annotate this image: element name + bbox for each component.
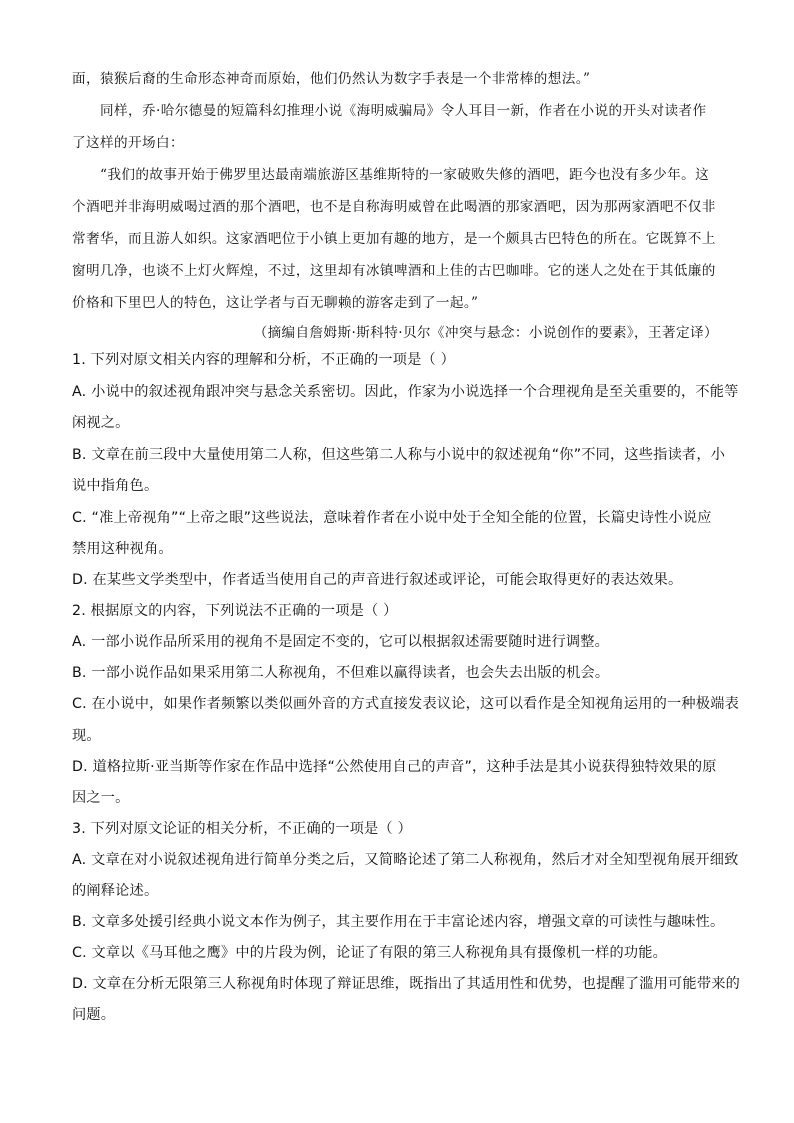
option-a-cont: 的阐释论述。 — [72, 883, 159, 899]
quote-line: “我们的故事开始于佛罗里达最南端旅游区基维斯特的一家破败失修的酒吧，距今也没有多少年。这 — [100, 167, 710, 183]
quote-line: 价格和下里巴人的特色，这让学者与百无聊赖的游客走到了一起。” — [72, 295, 479, 311]
quote-line: 常奢华，而且游人如织。这家酒吧位于小镇上更加有趣的地方，是一个颇具古巴特色的所在。它既算不上 — [72, 231, 716, 247]
option-d-cont: 问题。 — [72, 1007, 116, 1023]
passage-line: 同样，乔·哈尔德曼的短篇科幻推理小说《海明威骗局》令人耳目一新，作者在小说的开头对读者作 — [100, 103, 707, 119]
option-b: B. 文章在前三段中大量使用第二人称，但这些第二人称与小说中的叙述视角“你”不同，这些指读者，小 — [72, 447, 726, 463]
question-stem: 1. 下列对原文相关内容的理解和分析，不正确的一项是（ ） — [72, 352, 456, 368]
option-c: C. 在小说中，如果作者频繁以类似画外音的方式直接发表议论，这可以看作是全知视角运用的一种极端表 — [72, 696, 739, 712]
option-a: A. 一部小说作品所采用的视角不是固定不变的，它可以根据叙述需要随时进行调整。 — [72, 634, 610, 650]
passage-line: 了这样的开场白： — [72, 135, 184, 151]
option-b-cont: 说中指角色。 — [72, 478, 159, 494]
option-a-cont: 闲视之。 — [72, 415, 130, 431]
option-b: B. 文章多处援引经典小说文本作为例子，其主要作用在于丰富论述内容，增强文章的可读性与趣味性。 — [72, 914, 725, 930]
option-d-cont: 因之一。 — [72, 790, 130, 806]
question-stem: 3. 下列对原文论证的相关分析，不正确的一项是（ ） — [72, 821, 412, 837]
quote-line: 窗明几净，也谈不上灯火辉煌，不过，这里却有冰镇啤酒和上佳的古巴咖啡。它的迷人之处在于其低廉的 — [72, 263, 716, 279]
option-c-cont: 现。 — [72, 728, 101, 744]
option-d: D. 道格拉斯·亚当斯等作家在作品中选择“公然使用自己的声音”，这种手法是其小说获得独特效果的原 — [72, 759, 717, 775]
option-d: D. 在某些文学类型中，作者适当使用自己的声音进行叙述或评论，可能会取得更好的表达效果。 — [72, 572, 683, 588]
source-citation: （摘编自詹姆斯·斯科特·贝尔《冲突与悬念：小说创作的要素》，王著定译） — [253, 325, 718, 341]
option-c-cont: 禁用这种视角。 — [72, 541, 173, 557]
option-c: C. “准上帝视角”“上帝之眼”这些说法，意味着作者在小说中处于全知全能的位置，长篇史诗性小说应 — [72, 510, 712, 526]
option-b: B. 一部小说作品如果采用第二人称视角，不但难以赢得读者，也会失去出版的机会。 — [72, 665, 610, 681]
question-stem: 2. 根据原文的内容，下列说法不正确的一项是（ ） — [72, 603, 398, 619]
quote-line: 个酒吧并非海明威喝过酒的那个酒吧，也不是自称海明威曾在此喝酒的那家酒吧，因为那两家酒吧不仅非 — [72, 199, 716, 215]
option-a: A. 小说中的叙述视角跟冲突与悬念关系密切。因此，作家为小说选择一个合理视角是至关重要的，不能等 — [72, 384, 739, 400]
passage-line: 面，猿猴后裔的生命形态神奇而原始，他们仍然认为数字手表是一个非常棒的想法。” — [72, 71, 591, 87]
option-d: D. 文章在分析无限第三人称视角时体现了辩证思维，既指出了其适用性和优势，也提醒了滥用可能带来的 — [72, 976, 740, 992]
option-c: C. 文章以《马耳他之鹰》中的片段为例，论证了有限的第三人称视角具有摄像机一样的功能。 — [72, 945, 668, 961]
option-a: A. 文章在对小说叙述视角进行简单分类之后，又简略论述了第二人称视角，然后才对全知型视角展开细致 — [72, 852, 739, 868]
